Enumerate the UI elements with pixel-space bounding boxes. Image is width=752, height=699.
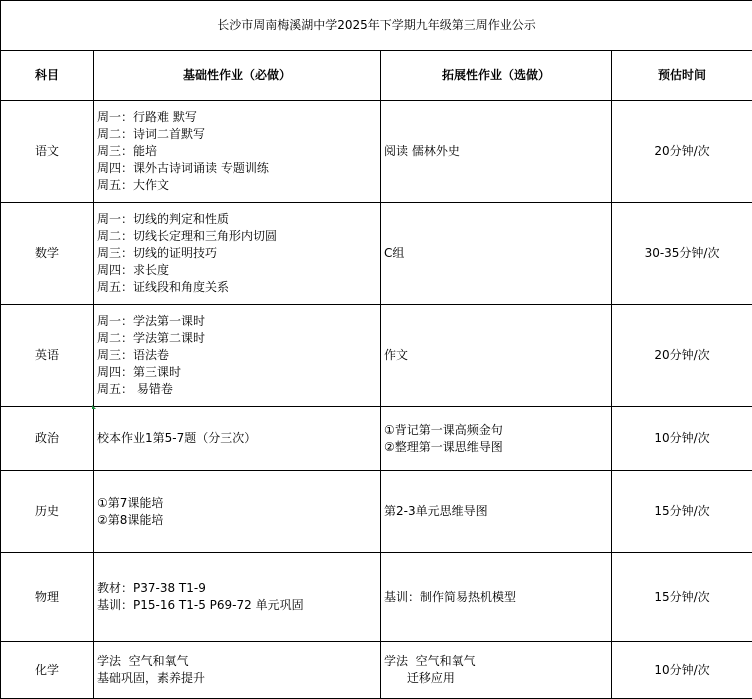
extended-line: 第2-3单元思维导图 bbox=[384, 504, 488, 518]
basic-line: 校本作业1第5-7题（分三次） bbox=[97, 431, 257, 445]
basic-line: 周二：切线长定理和三角形内切圆 bbox=[97, 229, 278, 243]
time-cell: 10分钟/次 bbox=[612, 407, 752, 471]
extended-cell bbox=[381, 471, 612, 553]
extended-cell bbox=[381, 101, 612, 203]
title-row bbox=[1, 1, 752, 51]
extended-cell bbox=[381, 553, 612, 642]
basic-cell bbox=[94, 203, 381, 305]
basic-line: 周四：求长度 bbox=[97, 263, 170, 277]
basic-line: 周三：能培 bbox=[97, 144, 158, 158]
basic-line: ①第7课能培 bbox=[97, 495, 164, 510]
extended-line: 学法 空气和氧气 bbox=[384, 654, 476, 668]
basic-line: 周一：学法第一课时 bbox=[97, 314, 206, 328]
basic-cell bbox=[94, 553, 381, 642]
subject-cell: 历史 bbox=[1, 471, 94, 553]
table-row bbox=[1, 471, 752, 553]
extended-cell bbox=[381, 203, 612, 305]
extended-cell bbox=[381, 305, 612, 407]
header-extended: 拓展性作业（选做） bbox=[381, 51, 612, 101]
extended-line: 阅读 儒林外史 bbox=[384, 144, 460, 158]
basic-line: 周三：语法卷 bbox=[97, 348, 170, 362]
subject-cell: 语文 bbox=[1, 101, 94, 203]
header-basic: 基础性作业（必做） bbox=[94, 51, 381, 101]
time-cell: 20分钟/次 bbox=[612, 101, 752, 203]
extended-line: C组 bbox=[384, 246, 405, 260]
table-row bbox=[1, 553, 752, 642]
extended-line: ②整理第一课思维导图 bbox=[384, 439, 503, 454]
basic-line: 周一：行路难 默写 bbox=[97, 110, 197, 124]
basic-line: 周四：课外古诗词诵读 专题训练 bbox=[97, 161, 269, 175]
basic-line: 学法 空气和氧气 bbox=[97, 654, 189, 668]
extended-cell bbox=[381, 407, 612, 471]
basic-line: 周二：诗词二首默写 bbox=[97, 127, 206, 141]
table-row bbox=[1, 203, 752, 305]
basic-cell bbox=[94, 305, 381, 407]
table-row bbox=[1, 101, 752, 203]
cell-comment-marker bbox=[92, 405, 96, 409]
basic-line: 周一：切线的判定和性质 bbox=[97, 212, 230, 226]
time-cell: 20分钟/次 bbox=[612, 305, 752, 407]
extended-line: ①背记第一课高频金句 bbox=[384, 422, 503, 437]
basic-line: 基训：P15-16 T1-5 P69-72 单元巩固 bbox=[97, 598, 304, 612]
subject-cell: 政治 bbox=[1, 407, 94, 471]
header-row bbox=[1, 51, 752, 101]
basic-line: ②第8课能培 bbox=[97, 512, 164, 527]
table-title: 长沙市周南梅溪湖中学2025年下学期九年级第三周作业公示 bbox=[1, 1, 752, 51]
table-row bbox=[1, 305, 752, 407]
extended-cell bbox=[381, 642, 612, 699]
basic-line: 周五：证线段和角度关系 bbox=[97, 280, 230, 294]
header-subject: 科目 bbox=[1, 51, 94, 101]
basic-line: 教材：P37-38 T1-9 bbox=[97, 581, 206, 595]
subject-cell: 数学 bbox=[1, 203, 94, 305]
basic-line: 周三：切线的证明技巧 bbox=[97, 246, 218, 260]
header-time: 预估时间 bbox=[612, 51, 752, 101]
time-cell: 15分钟/次 bbox=[612, 471, 752, 553]
basic-cell bbox=[94, 407, 381, 471]
time-cell: 10分钟/次 bbox=[612, 642, 752, 699]
basic-cell bbox=[94, 642, 381, 699]
basic-cell bbox=[94, 101, 381, 203]
basic-cell bbox=[94, 471, 381, 553]
basic-line: 周五： 易错卷 bbox=[97, 382, 173, 396]
table-row bbox=[1, 642, 752, 699]
basic-line: 周五：大作文 bbox=[97, 178, 170, 192]
subject-cell: 物理 bbox=[1, 553, 94, 642]
basic-line: 基础巩固，素养提升 bbox=[97, 671, 206, 685]
table-row bbox=[1, 407, 752, 471]
extended-line: 作文 bbox=[384, 348, 409, 362]
extended-line: 迁移应用 bbox=[384, 671, 455, 685]
basic-line: 周二：学法第二课时 bbox=[97, 331, 206, 345]
subject-cell: 化学 bbox=[1, 642, 94, 699]
subject-cell: 英语 bbox=[1, 305, 94, 407]
basic-line: 周四：第三课时 bbox=[97, 365, 182, 379]
extended-line: 基训：制作简易热机模型 bbox=[384, 589, 517, 604]
time-cell: 30-35分钟/次 bbox=[612, 203, 752, 305]
time-cell: 15分钟/次 bbox=[612, 553, 752, 642]
